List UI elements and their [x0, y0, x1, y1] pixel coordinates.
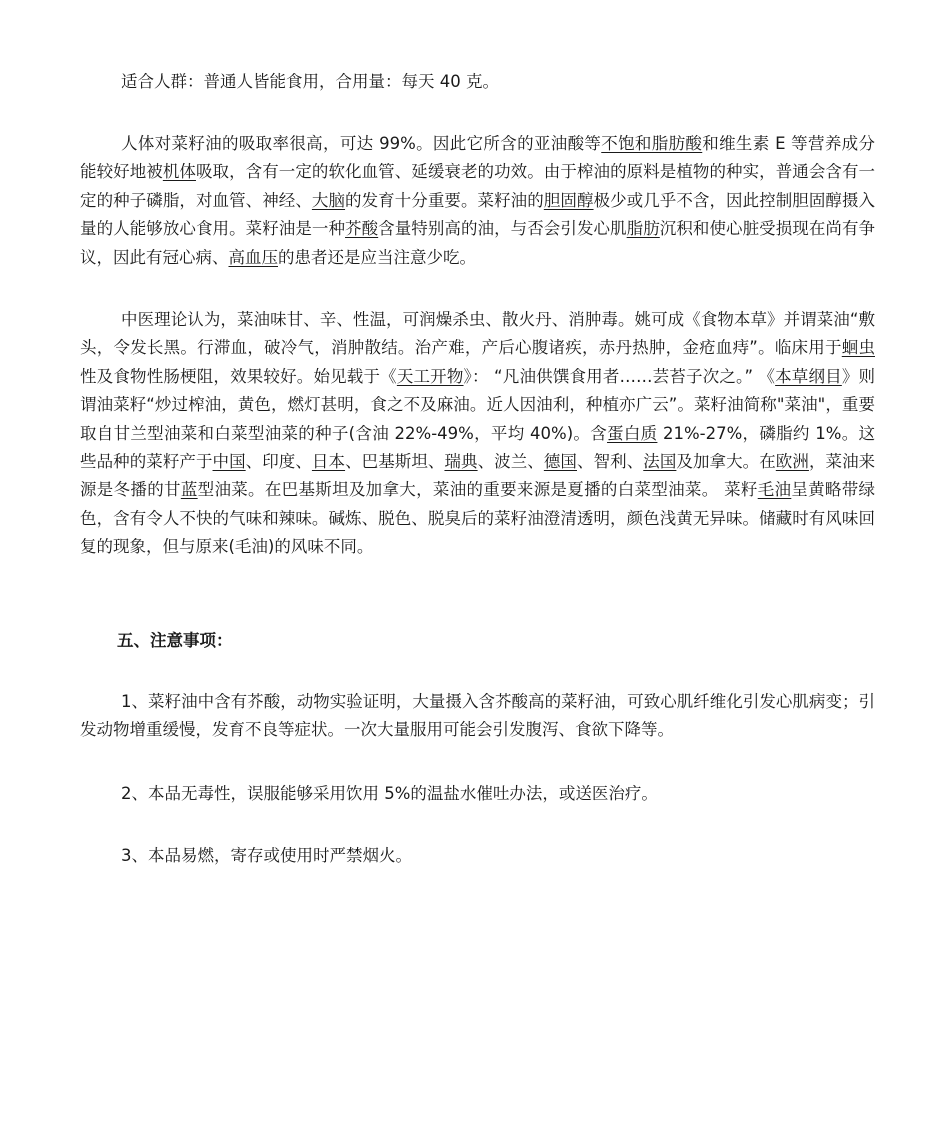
notice-item-2: 2、本品无毒性，误服能够采用饮用 5%的温盐水催吐办法，或送医治疗。	[121, 784, 658, 803]
linked-term: 不饱和脂肪酸	[601, 134, 703, 153]
text-run: 、波兰、	[477, 452, 544, 472]
linked-term: 机体	[162, 162, 196, 182]
linked-term: 法国	[643, 452, 677, 472]
linked-term: 蓝	[180, 480, 198, 500]
suitable-population-paragraph: 适合人群：普通人皆能食用，合用量：每天 40 克。	[121, 72, 499, 91]
notice-item-3: 3、本品易燃，寄存或使用时严禁烟火。	[121, 846, 412, 865]
linked-term: 天工开物	[396, 366, 464, 386]
linked-term: 德国	[543, 452, 577, 472]
text-run: 吸取，含有一定的软化血管、延缓衰老的功效。由于榨油的原料是植物的种实，普通会含有一定的种子磷脂，对血管、神经、	[80, 162, 876, 210]
linked-term: 日本	[311, 452, 346, 472]
text-run: 》则谓油菜籽“炒过榨油，黄色，燃灯甚明，食之不及麻油。近人因油利，种植亦广云”。菜籽油简称"菜油"，重要取自甘兰型油菜和白菜型油菜的种子(含油 22%-49%，平均 40%)。含	[80, 366, 876, 443]
text-run: 、巴基斯坦、	[345, 452, 445, 472]
text-run: 呈黄略带绿色，含有令人不快的气味和辣味。碱炼、脱色、脱臭后的菜籽油澄清透明，颜色浅黄无异味。储藏时有风味回复的现象，但与原来(毛油)的风味不同。	[80, 480, 876, 557]
text-run: 含量特别高的油，与否会引发心肌	[378, 219, 627, 239]
text-run: 及加拿大。在	[676, 452, 776, 472]
linked-term: 芥酸	[345, 219, 379, 239]
linked-term: 毛油	[757, 480, 792, 500]
text-run: 型油菜。在巴基斯坦及加拿大，菜油的重要来源是夏播的白菜型油菜。 菜籽	[197, 480, 758, 500]
text-run: 、智利、	[577, 452, 644, 472]
section-heading-notices: 五、注意事项：	[117, 631, 233, 650]
text-run: 的患者还是应当注意少吃。	[278, 247, 476, 267]
linked-term: 瑞典	[444, 452, 478, 472]
tcm-theory-paragraph	[80, 306, 875, 562]
linked-term: 本草纲目	[775, 366, 842, 386]
text-run: 沉积和使心脏受损现在尚有争议，因此有冠心病、	[80, 219, 876, 267]
linked-term: 胆固醇	[543, 190, 594, 210]
text-run: 、印度、	[245, 452, 312, 472]
text-run: 和维生素 E 等营养成分能较好地被	[80, 134, 875, 182]
text-run: ，菜油来源是冬播的甘	[80, 452, 876, 500]
linked-term: 中国	[212, 452, 246, 472]
text-run: 的发育十分重要。菜籽油的	[345, 190, 544, 210]
linked-term: 高血压	[228, 247, 278, 267]
linked-term: 欧洲	[775, 452, 809, 472]
text-run: 21%-27%，磷脂约 1%。这些品种的菜籽产于	[80, 423, 876, 472]
text-run: 人体对菜籽油的吸取率很高，可达 99%。因此它所含的亚油酸等	[121, 134, 602, 153]
absorption-paragraph	[80, 130, 875, 272]
linked-term: 蛔虫	[841, 338, 875, 358]
text-run: 极少或几乎不含，因此控制胆固醇摄入量的人能够放心食用。菜籽油是一种	[80, 190, 876, 239]
notice-item-1: 1、菜籽油中含有芥酸，动物实验证明，大量摄入含芥酸高的菜籽油，可致心肌纤维化引发心肌病变；引发动物增重缓慢，发育不良等症状。一次大量服用可能会引发腹泻、食欲下降等。	[80, 692, 875, 740]
text-run: 性及食物性肠梗阻，效果较好。始见载于《	[80, 366, 397, 386]
text-run: 》： “凡油供馔食用者……芸苔子次之。” 《	[463, 366, 776, 386]
linked-term: 大脑	[311, 190, 346, 210]
linked-term: 蛋白质	[607, 423, 658, 443]
text-run: 中医理论认为，菜油味甘、辛、性温，可润燥杀虫、散火丹、消肿毒。姚可成《食物本草》并谓菜油“敷头，令发长黑。行滞血，破冷气，消肿散结。治产难，产后心腹诸疾，赤丹热肿，金疮血痔”。临床用于	[80, 310, 875, 358]
linked-term: 脂肪	[626, 219, 660, 239]
